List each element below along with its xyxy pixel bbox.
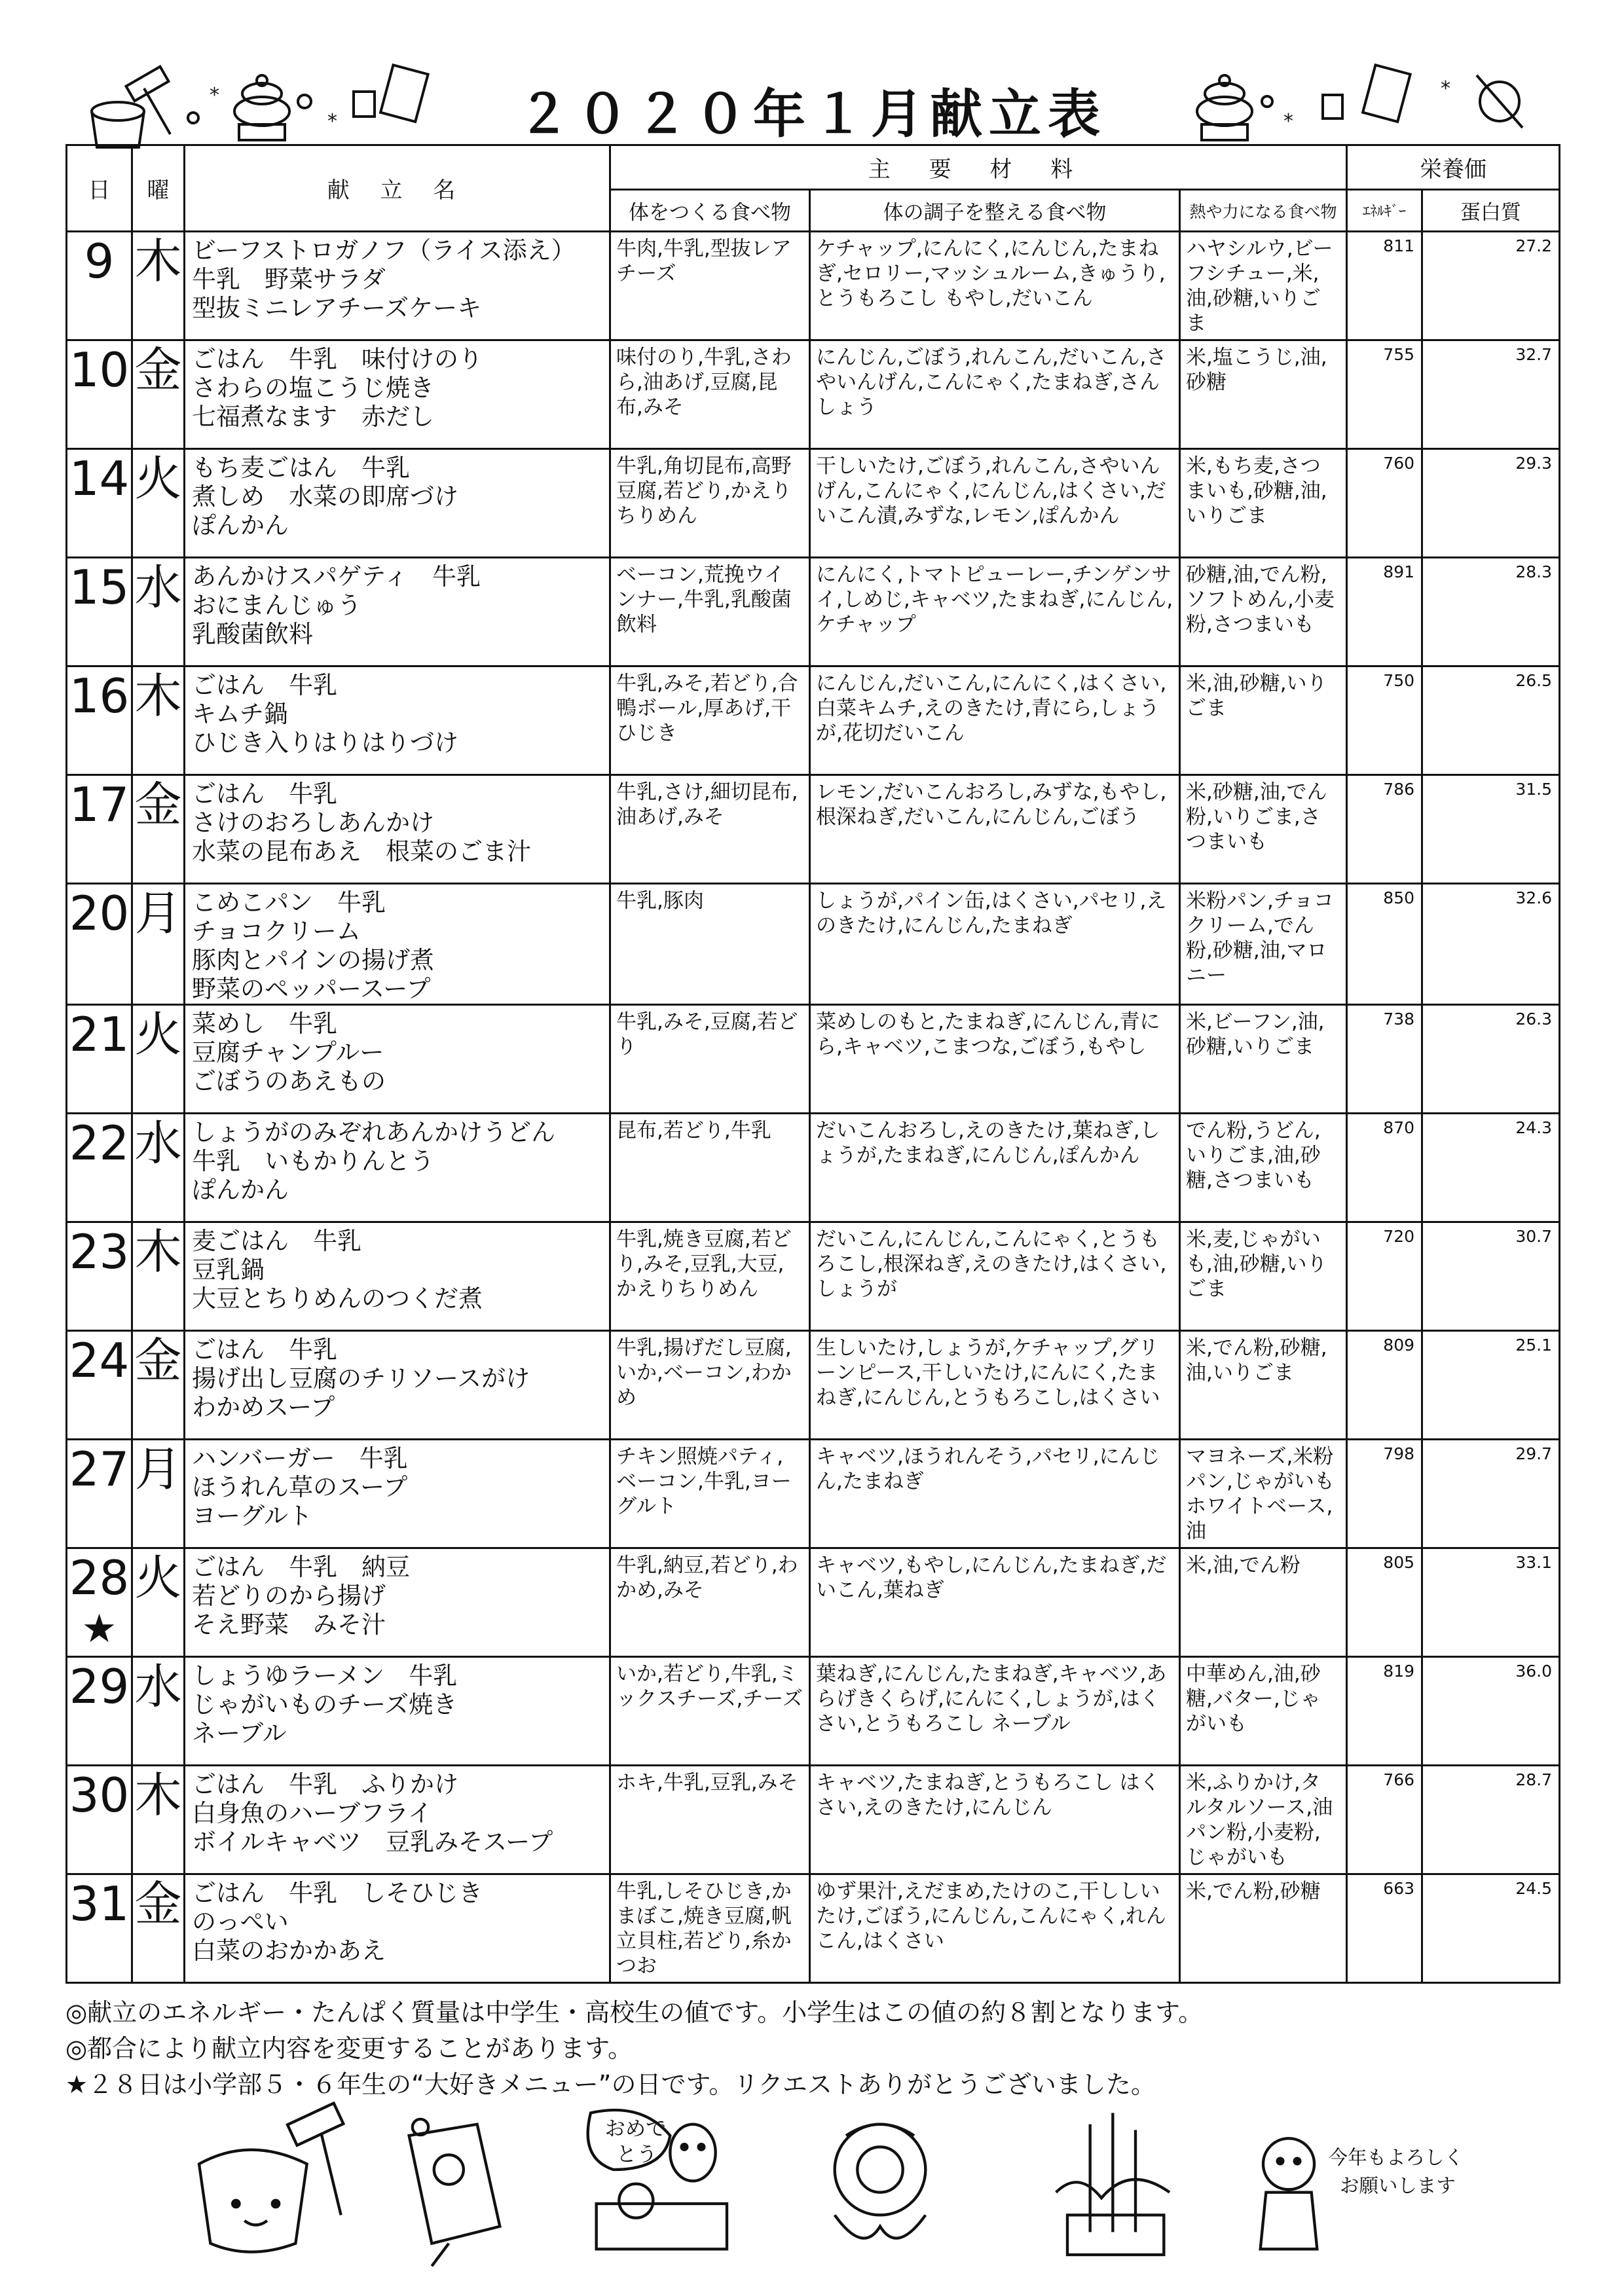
table-row: [67, 1114, 1560, 1222]
greeting-text-1: おめで: [604, 2117, 667, 2141]
condition-foods-cell: 葉ねぎ,にんじん,たまねぎ,キャベツ,あらげきくらげ,にんにく,しょうが,はくさい,とうもろこし ネーブル: [810, 1657, 1180, 1766]
energy-foods-cell: 米,ビーフン,油,砂糖,いりごま: [1180, 1005, 1347, 1114]
battledore-icon: [409, 2119, 500, 2266]
body-foods-cell: 牛肉,牛乳,型抜レアチーズ: [610, 232, 810, 340]
menu-dishes-cell: 菜めし 牛乳 豆腐チャンプルー ごぼうのあえもの: [185, 1005, 610, 1114]
protein-value-cell: 25.1: [1422, 1331, 1560, 1440]
day-of-week-cell: 火: [132, 449, 185, 558]
body-foods-cell: 牛乳,豚肉: [610, 884, 810, 1005]
condition-foods-cell: キャベツ,もやし,にんじん,たまねぎ,だいこん,葉ねぎ: [810, 1548, 1180, 1657]
body-foods-cell: 牛乳,みそ,若どり,合鴨ボール,厚あげ,干ひじき: [610, 666, 810, 775]
day-of-week-cell: 火: [132, 1548, 185, 1657]
energy-value-cell: 663: [1347, 1874, 1422, 1983]
day-cell: 21: [67, 1005, 132, 1114]
energy-value-cell: 786: [1347, 775, 1422, 884]
menu-dishes-cell: ごはん 牛乳 味付けのり さわらの塩こうじ焼き 七福煮なます 赤だし: [185, 340, 610, 449]
condition-foods-cell: レモン,だいこんおろし,みずな,もやし,根深ねぎ,だいこん,にんじん,ごぼう: [810, 775, 1180, 884]
protein-value-cell: 32.6: [1422, 884, 1560, 1005]
table-row: [67, 1548, 1560, 1657]
menu-dishes-cell: ごはん 牛乳 さけのおろしあんかけ 水菜の昆布あえ 根菜のごま汁: [185, 775, 610, 884]
energy-foods-cell: 米,油,砂糖,いりごま: [1180, 666, 1347, 775]
body-foods-cell: 味付のり,牛乳,さわら,油あげ,豆腐,昆布,みそ: [610, 340, 810, 449]
energy-foods-cell: 米粉パン,チョコクリーム,でん粉,砂糖,油,マロニー: [1180, 884, 1347, 1005]
energy-value-cell: 819: [1347, 1657, 1422, 1766]
protein-value-cell: 29.3: [1422, 449, 1560, 558]
day-of-week-cell: 金: [132, 1874, 185, 1983]
day-of-week-cell: 金: [132, 340, 185, 449]
body-foods-cell: 牛乳,さけ,細切昆布,油あげ,みそ: [610, 775, 810, 884]
condition-foods-cell: だいこん,にんじん,こんにゃく,とうもろこし,根深ねぎ,えのきたけ,はくさい,しょうが: [810, 1222, 1180, 1331]
menu-dishes-cell: 麦ごはん 牛乳 豆乳鍋 大豆とちりめんのつくだ煮: [185, 1222, 610, 1331]
menu-dishes-cell: ごはん 牛乳 納豆 若どりのから揚げ そえ野菜 みそ汁: [185, 1548, 610, 1657]
day-cell: 27: [67, 1440, 132, 1548]
note-energy: ◎献立のエネルギー・たんぱく質量は中学生・高校生の値です。小学生はこの値の約８割となります。: [65, 1998, 1204, 2027]
energy-value-cell: 760: [1347, 449, 1422, 558]
day-cell: 30: [67, 1766, 132, 1874]
protein-value-cell: 24.3: [1422, 1114, 1560, 1222]
table-row: [67, 558, 1560, 666]
day-cell: 23: [67, 1222, 132, 1331]
table-row: [67, 666, 1560, 775]
menu-dishes-cell: しょうがのみぞれあんかけうどん 牛乳 いもかりんとう ぽんかん: [185, 1114, 610, 1222]
svg-text:*: *: [1441, 77, 1450, 100]
menu-dishes-cell: ごはん 牛乳 揚げ出し豆腐のチリソースがけ わかめスープ: [185, 1331, 610, 1440]
header-energy-foods: 熱や力になる食べ物: [1180, 190, 1347, 232]
condition-foods-cell: しょうが,パイン缶,はくさい,パセリ,えのきたけ,にんじん,たまねぎ: [810, 884, 1180, 1005]
body-foods-cell: 牛乳,納豆,若どり,わかめ,みそ: [610, 1548, 810, 1657]
day-cell: 10: [67, 340, 132, 449]
protein-value-cell: 30.7: [1422, 1222, 1560, 1331]
menu-dishes-cell: しょうゆラーメン 牛乳 じゃがいものチーズ焼き ネーブル: [185, 1657, 610, 1766]
condition-foods-cell: 干しいたけ,ごぼう,れんこん,さやいんげん,こんにゃく,にんじん,はくさい,だいこん漬,みずな,レモン,ぽんかん: [810, 449, 1180, 558]
header-energy: ｴﾈﾙｷﾞｰ: [1347, 190, 1422, 232]
star-icon: ★: [81, 1606, 117, 1652]
condition-foods-cell: ゆず果汁,えだまめ,たけのこ,干ししいたけ,ごぼう,にんじん,こんにゃく,れんこん,はくさい: [810, 1874, 1180, 1983]
body-foods-cell: 牛乳,しそひじき,かまぼこ,焼き豆腐,帆立貝柱,若どり,糸かつお: [610, 1874, 810, 1983]
condition-foods-cell: にんじん,だいこん,にんにく,はくさい,白菜キムチ,えのきたけ,青にら,しょうが,花切だいこん: [810, 666, 1180, 775]
day-of-week-cell: 月: [132, 1440, 185, 1548]
table-row: [67, 1440, 1560, 1548]
energy-foods-cell: 米,もち麦,さつまいも,砂糖,油,いりごま: [1180, 449, 1347, 558]
table-row: [67, 1222, 1560, 1331]
protein-value-cell: 36.0: [1422, 1657, 1560, 1766]
energy-foods-cell: 砂糖,油,でん粉,ソフトめん,小麦粉,さつまいも: [1180, 558, 1347, 666]
kadomatsu-icon: [1056, 2113, 1170, 2255]
new-year-decoration-right-icon: [1179, 56, 1545, 154]
body-foods-cell: 牛乳,揚げだし豆腐,いか,ベーコン,わかめ: [610, 1331, 810, 1440]
table-row: [67, 884, 1560, 1005]
protein-value-cell: 28.7: [1422, 1766, 1560, 1874]
day-of-week-cell: 水: [132, 1657, 185, 1766]
header-ingredients: 主 要 材 料: [610, 145, 1347, 190]
table-row: [67, 1331, 1560, 1440]
child-greeting-icon: [1261, 2138, 1464, 2249]
day-cell: 15: [67, 558, 132, 666]
protein-value-cell: 29.7: [1422, 1440, 1560, 1548]
energy-value-cell: 750: [1347, 666, 1422, 775]
protein-value-cell: 32.7: [1422, 340, 1560, 449]
menu-dishes-cell: ごはん 牛乳 ふりかけ 白身魚のハーブフライ ボイルキャベツ 豆乳みそスープ: [185, 1766, 610, 1874]
day-of-week-cell: 木: [132, 1766, 185, 1874]
svg-text:*: *: [210, 84, 219, 107]
protein-value-cell: 24.5: [1422, 1874, 1560, 1983]
menu-dishes-cell: ごはん 牛乳 キムチ鍋 ひじき入りはりはりづけ: [185, 666, 610, 775]
energy-value-cell: 798: [1347, 1440, 1422, 1548]
note-favorite-menu: ★２８日は小学部５・６年生の“大好きメニュー”の日です。リクエストありがとうございました。: [65, 2070, 1156, 2099]
menu-dishes-cell: あんかけスパゲティ 牛乳 おにまんじゅう 乳酸菌飲料: [185, 558, 610, 666]
condition-foods-cell: ケチャップ,にんにく,にんじん,たまねぎ,セロリー,マッシュルーム,きゅうり,とうもろこし もやし,だいこん: [810, 232, 1180, 340]
day-cell: 14: [67, 449, 132, 558]
energy-value-cell: 766: [1347, 1766, 1422, 1874]
condition-foods-cell: だいこんおろし,えのきたけ,葉ねぎ,しょうが,たまねぎ,にんじん,ぽんかん: [810, 1114, 1180, 1222]
energy-foods-cell: 米,でん粉,砂糖: [1180, 1874, 1347, 1983]
camellia-flower-icon: [835, 2124, 926, 2238]
energy-value-cell: 891: [1347, 558, 1422, 666]
body-foods-cell: 牛乳,みそ,豆腐,若どり: [610, 1005, 810, 1114]
menu-dishes-cell: ビーフストロガノフ（ライス添え） 牛乳 野菜サラダ 型抜ミニレアチーズケーキ: [185, 232, 610, 340]
new-year-greeting-2: お願いします: [1340, 2174, 1456, 2197]
day-of-week-cell: 木: [132, 232, 185, 340]
day-of-week-cell: 木: [132, 666, 185, 775]
condition-foods-cell: にんにく,トマトピューレー,チンゲンサイ,しめじ,キャベツ,たまねぎ,にんじん,ケチャップ: [810, 558, 1180, 666]
body-foods-cell: 昆布,若どり,牛乳: [610, 1114, 810, 1222]
table-row: [67, 449, 1560, 558]
day-of-week-cell: 火: [132, 1005, 185, 1114]
day-cell: 17: [67, 775, 132, 884]
energy-foods-cell: 中華めん,油,砂糖,バター,じゃがいも: [1180, 1657, 1347, 1766]
day-of-week-cell: 月: [132, 884, 185, 1005]
protein-value-cell: 33.1: [1422, 1548, 1560, 1657]
day-cell: 29: [67, 1657, 132, 1766]
menu-dishes-cell: ハンバーガー 牛乳 ほうれん草のスープ ヨーグルト: [185, 1440, 610, 1548]
energy-value-cell: 809: [1347, 1331, 1422, 1440]
condition-foods-cell: 生しいたけ,しょうが,ケチャップ,グリーンピース,干しいたけ,にんにく,たまねぎ,にんじん,とうもろこし,はくさい: [810, 1331, 1180, 1440]
menu-dishes-cell: もち麦ごはん 牛乳 煮しめ 水菜の即席づけ ぽんかん: [185, 449, 610, 558]
energy-value-cell: 738: [1347, 1005, 1422, 1114]
energy-value-cell: 811: [1347, 232, 1422, 340]
day-cell: 31: [67, 1874, 132, 1983]
header-body-foods: 体をつくる食べ物: [610, 190, 810, 232]
day-cell: [67, 1548, 132, 1657]
page-title: ２０２０年１月献立表: [517, 84, 1107, 145]
energy-value-cell: 720: [1347, 1222, 1422, 1331]
energy-value-cell: 850: [1347, 884, 1422, 1005]
protein-value-cell: 26.5: [1422, 666, 1560, 775]
body-foods-cell: ベーコン,荒挽ウインナー,牛乳,乳酸菌飲料: [610, 558, 810, 666]
condition-foods-cell: キャベツ,たまねぎ,とうもろこし はくさい,えのきたけ,にんじん: [810, 1766, 1180, 1874]
footer-illustrations: [85, 2102, 1539, 2272]
menu-dishes-cell: こめこパン 牛乳 チョコクリーム 豚肉とパインの揚げ煮 野菜のペッパースープ: [185, 884, 610, 1005]
energy-foods-cell: マヨネーズ,米粉パン,じゃがいも ホワイトベース,油: [1180, 1440, 1347, 1548]
table-row: [67, 775, 1560, 884]
header-protein: 蛋白質: [1422, 190, 1560, 232]
energy-foods-cell: 米,砂糖,油,でん粉,いりごま,さつまいも: [1180, 775, 1347, 884]
header-condition-foods: 体の調子を整える食べ物: [810, 190, 1180, 232]
energy-foods-cell: ハヤシルウ,ビーフシチュー,米,油,砂糖,いりごま: [1180, 232, 1347, 340]
day-cell: 16: [67, 666, 132, 775]
energy-foods-cell: でん粉,うどん,いりごま,油,砂糖,さつまいも: [1180, 1114, 1347, 1222]
condition-foods-cell: にんじん,ごぼう,れんこん,だいこん,さやいんげん,こんにゃく,たまねぎ,さんしょう: [810, 340, 1180, 449]
day-of-week-cell: 水: [132, 558, 185, 666]
protein-value-cell: 31.5: [1422, 775, 1560, 884]
day-cell: 22: [67, 1114, 132, 1222]
new-year-greeting-1: 今年もよろしく: [1328, 2146, 1464, 2169]
energy-foods-cell: 米,でん粉,砂糖,油,いりごま: [1180, 1331, 1347, 1440]
greeting-people-icon: [588, 2110, 727, 2249]
protein-value-cell: 28.3: [1422, 558, 1560, 666]
body-foods-cell: ホキ,牛乳,豆乳,みそ: [610, 1766, 810, 1874]
table-row: [67, 1874, 1560, 1983]
day-cell: 9: [67, 232, 132, 340]
energy-foods-cell: 米,ふりかけ,タルタルソース,油 パン粉,小麦粉,じゃがいも: [1180, 1766, 1347, 1874]
table-row: [67, 340, 1560, 449]
energy-value-cell: 805: [1347, 1548, 1422, 1657]
protein-value-cell: 26.3: [1422, 1005, 1560, 1114]
energy-value-cell: 755: [1347, 340, 1422, 449]
greeting-text-2: とう: [616, 2143, 657, 2166]
energy-foods-cell: 米,油,でん粉: [1180, 1548, 1347, 1657]
energy-foods-cell: 米,塩こうじ,油,砂糖: [1180, 340, 1347, 449]
body-foods-cell: 牛乳,角切昆布,高野豆腐,若どり,かえりちりめん: [610, 449, 810, 558]
condition-foods-cell: 菜めしのもと,たまねぎ,にんじん,青にら,キャベツ,こまつな,ごぼう,もやし: [810, 1005, 1180, 1114]
mochi-pot-icon: [199, 2103, 343, 2251]
table-row: [67, 1766, 1560, 1874]
body-foods-cell: チキン照焼パティ,ベーコン,牛乳,ヨーグルト: [610, 1440, 810, 1548]
table-row: [67, 232, 1560, 340]
energy-foods-cell: 米,麦,じゃがいも,油,砂糖,いりごま: [1180, 1222, 1347, 1331]
day-of-week-cell: 金: [132, 775, 185, 884]
svg-text:*: *: [327, 110, 337, 133]
energy-value-cell: 870: [1347, 1114, 1422, 1222]
day-of-week-cell: 木: [132, 1222, 185, 1331]
day-of-week-cell: 金: [132, 1331, 185, 1440]
day-of-week-cell: 水: [132, 1114, 185, 1222]
header-nutrition: 栄養価: [1347, 145, 1560, 190]
table-row: [67, 1005, 1560, 1114]
body-foods-cell: 牛乳,焼き豆腐,若どり,みそ,豆乳,大豆,かえりちりめん: [610, 1222, 810, 1331]
menu-table: [65, 144, 1560, 1984]
day-number: 28: [69, 1550, 130, 1605]
menu-dishes-cell: ごはん 牛乳 しそひじき のっぺい 白菜のおかかあえ: [185, 1874, 610, 1983]
header-menu: 献 立 名: [185, 145, 610, 232]
day-cell: 24: [67, 1331, 132, 1440]
header-day: 日: [67, 145, 132, 232]
table-row: [67, 1657, 1560, 1766]
day-cell: 20: [67, 884, 132, 1005]
note-change: ◎都合により献立内容を変更することがあります。: [65, 2034, 633, 2063]
page-header: [65, 56, 1559, 154]
body-foods-cell: いか,若どり,牛乳,ミックスチーズ,チーズ: [610, 1657, 810, 1766]
protein-value-cell: 27.2: [1422, 232, 1560, 340]
header-dow: 曜: [132, 145, 185, 232]
condition-foods-cell: キャベツ,ほうれんそう,パセリ,にんじん,たまねぎ: [810, 1440, 1180, 1548]
svg-text:*: *: [1283, 110, 1293, 133]
